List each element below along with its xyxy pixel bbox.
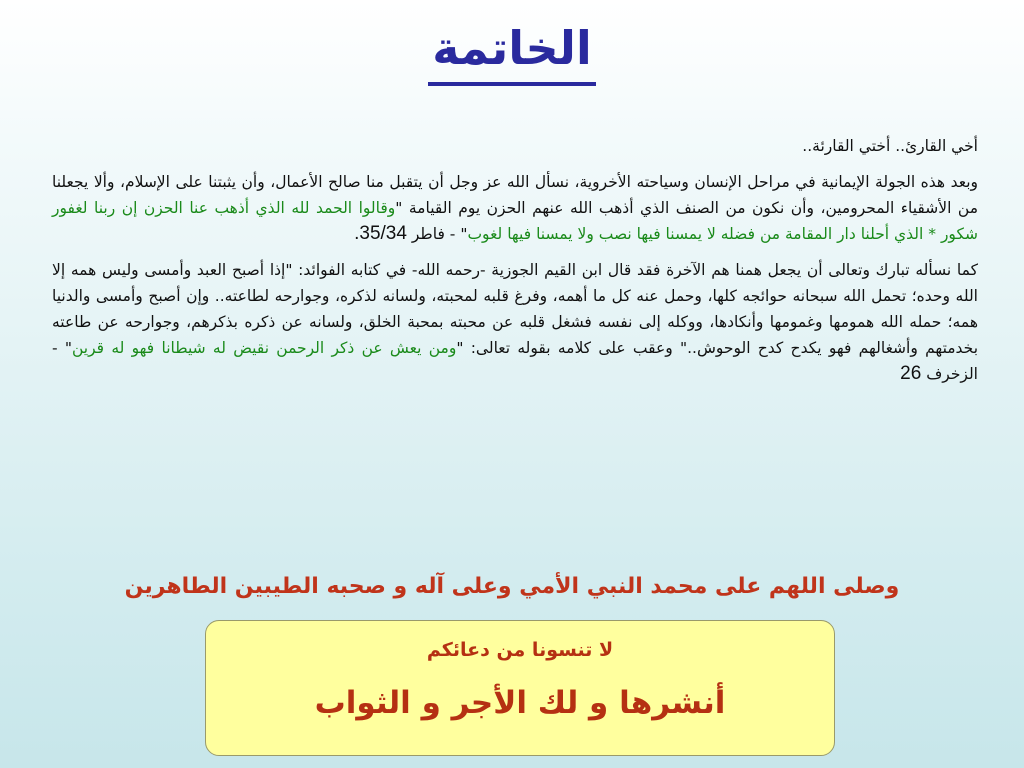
- paragraph-1-quote: وقالوا الحمد لله الذي أذهب عنا الحزن إن ربنا لغفور شكور * الذي أحلنا دار المقامة من فضله لا يمسنا فيها نصب ولا يمسنا فيها لغوب: [52, 199, 978, 243]
- paragraph-1-reference-number: 35/34.: [354, 223, 407, 244]
- closing-prayer: وصلى اللهم على محمد النبي الأمي وعلى آله و صحبه الطيبين الطاهرين: [124, 574, 900, 599]
- paragraph-1: [52, 169, 978, 247]
- paragraph-2-reference: " - الزخرف: [52, 339, 978, 383]
- greeting: أخي القارئ.. أختي القارئة..: [802, 137, 978, 155]
- paragraph-1-reference: " - فاطر: [406, 225, 468, 243]
- body-text: [52, 133, 978, 397]
- dua-box-line-2: أنشرها و لك الأجر و الثواب: [314, 685, 726, 721]
- page-title: [0, 18, 1024, 86]
- dua-box: [205, 620, 835, 756]
- dua-box-line-1: لا تنسونا من دعائكم: [426, 639, 614, 661]
- paragraph-1-intro: وبعد هذه الجولة الإيمانية في مراحل الإنسان وسياحته الأخروية، نسأل الله عز وجل أن يتقبل منا صالح الأعمال، وأن يثبتنا على الإسلام، وألا يجعلنا من الأشقياء المحرومين، وأن نكون من الصنف الذي أذهب الله عنهم الحزن يوم القيامة ": [52, 173, 978, 217]
- page-title-text: الخاتمة: [428, 18, 595, 86]
- paragraph-2-quote: ومن يعش عن ذكر الرحمن نقيض له شيطانا فهو له قرين: [72, 339, 457, 357]
- paragraph-2-reference-number: 26: [900, 363, 922, 384]
- paragraph-2-text: كما نسأله تبارك وتعالى أن يجعل همنا هم الآخرة فقد قال ابن القيم الجوزية -رحمه الله- في كتابه الفوائد: "إذا أصبح العبد وأمسى وليس همه إلا الله وحده؛ تحمل الله سبحانه حوائجه كلها، وحمل عنه كل ما أهمه، وفرغ قلبه لمحبته، ولسانه لذكره، وجوارحه لطاعته.. وإن أصبح وأمسى والدنيا همه؛ حمله الله همومها وغمومها وأنكادها، ووكله إلى نفسه فشغل قلبه عن محبته بمحبة الخلق، ولسانه عن ذكره بذكرهم، وجوارحه عن طاعته بخدمتهم وأشغالهم فهو يكدح كدح الوحوش.." وعقب على كلامه بقوله تعالى: ": [52, 261, 979, 357]
- paragraph-2: [52, 257, 978, 387]
